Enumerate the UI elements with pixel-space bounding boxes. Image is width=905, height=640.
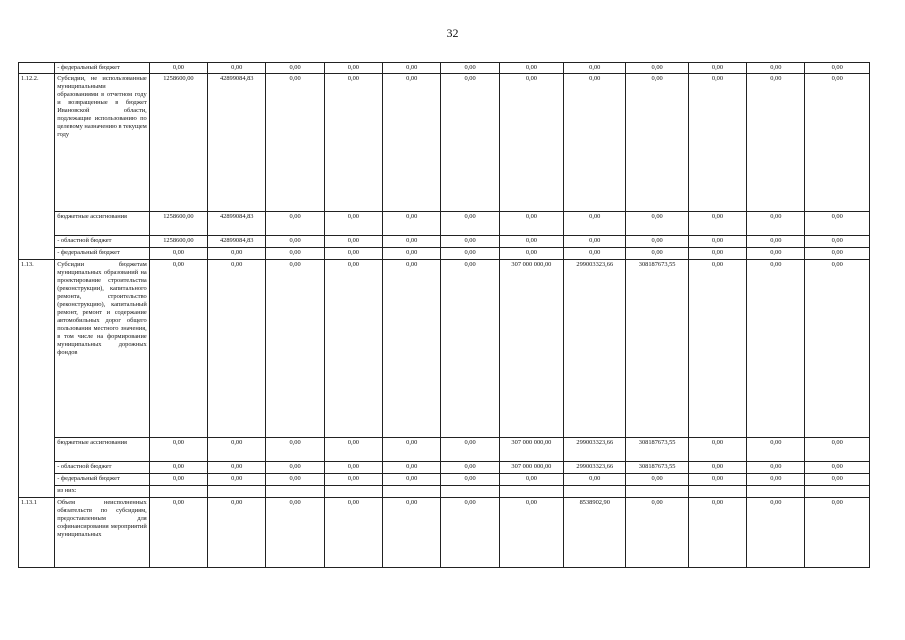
value-cell: 308187673,55 [626,438,688,462]
value-cell: 0,00 [266,248,324,260]
value-cell: 0,00 [208,63,266,74]
row-label: - федеральный бюджет [55,248,150,260]
table-row [19,212,870,236]
value-cell: 0,00 [383,438,441,462]
value-cell: 0,00 [499,236,563,248]
value-cell [441,486,499,498]
value-cell: 0,00 [499,248,563,260]
value-cell: 0,00 [499,74,563,212]
row-code: 1.13.1 [19,498,55,568]
value-cell: 0,00 [208,474,266,486]
value-cell: 0,00 [383,498,441,568]
value-cell: 0,00 [324,462,382,474]
value-cell: 0,00 [441,248,499,260]
value-cell: 0,00 [688,474,746,486]
value-cell: 0,00 [805,438,870,462]
value-cell: 0,00 [564,212,626,236]
value-cell: 0,00 [499,63,563,74]
value-cell: 0,00 [383,462,441,474]
value-cell: 0,00 [564,63,626,74]
value-cell: 42899084,83 [208,74,266,212]
value-cell: 0,00 [626,498,688,568]
table-row [19,260,870,438]
value-cell: 1258600,00 [149,236,207,248]
value-cell: 0,00 [747,260,805,438]
value-cell: 0,00 [688,498,746,568]
value-cell: 0,00 [805,74,870,212]
value-cell: 308187673,55 [626,260,688,438]
value-cell: 42899084,83 [208,212,266,236]
row-label: бюджетные ассигнования [55,438,150,462]
value-cell: 0,00 [564,474,626,486]
value-cell: 0,00 [266,438,324,462]
value-cell: 0,00 [805,212,870,236]
value-cell: 0,00 [441,236,499,248]
row-code [19,63,55,74]
value-cell: 0,00 [499,498,563,568]
value-cell: 0,00 [688,63,746,74]
value-cell: 0,00 [805,498,870,568]
value-cell [747,486,805,498]
value-cell: 0,00 [688,236,746,248]
value-cell: 0,00 [688,462,746,474]
value-cell: 0,00 [383,260,441,438]
value-cell: 0,00 [626,63,688,74]
row-label: - областной бюджет [55,236,150,248]
value-cell: 0,00 [383,236,441,248]
value-cell: 0,00 [688,212,746,236]
value-cell: 0,00 [805,474,870,486]
value-cell: 0,00 [564,248,626,260]
budget-table [18,62,870,568]
value-cell [208,486,266,498]
value-cell: 0,00 [747,212,805,236]
value-cell [564,486,626,498]
row-description: Объем неисполненных обязательств по субсидиям, предоставленным для софинансирования мероприятий муниципальных [55,498,150,568]
value-cell: 0,00 [383,212,441,236]
value-cell [688,486,746,498]
value-cell: 307 000 000,00 [499,438,563,462]
table-row [19,248,870,260]
value-cell: 299003323,66 [564,260,626,438]
value-cell: 0,00 [747,248,805,260]
value-cell [383,486,441,498]
value-cell: 0,00 [266,74,324,212]
value-cell [499,486,563,498]
value-cell: 307 000 000,00 [499,462,563,474]
row-label: - федеральный бюджет [55,63,150,74]
value-cell [266,486,324,498]
row-description: Субсидии, не использованные муниципальными образованиями в отчетном году и возвращенные в бюджет Ивановской области, подлежащие использованию по целевому назначению в текущем году [55,74,150,212]
value-cell: 0,00 [383,63,441,74]
value-cell: 0,00 [626,74,688,212]
value-cell: 0,00 [266,236,324,248]
table-row [19,486,870,498]
value-cell: 0,00 [441,63,499,74]
value-cell: 0,00 [688,260,746,438]
value-cell: 0,00 [805,63,870,74]
value-cell: 0,00 [208,498,266,568]
value-cell: 0,00 [441,74,499,212]
value-cell: 307 000 000,00 [499,260,563,438]
table-row [19,474,870,486]
value-cell: 0,00 [208,260,266,438]
value-cell: 0,00 [805,260,870,438]
row-label: бюджетные ассигнования [55,212,150,236]
table-row [19,236,870,248]
row-description: Субсидии бюджетам муниципальных образований на проектирование строительства (реконструкции), капитального ремонта, строительство (реконструкцию), капитальный ремонт, ремонт и содержание автомобильных дорог общего пользования местного значения, в том числе на формирование муниципальных дорожных фондов [55,260,150,438]
row-code: 1.12.2. [19,74,55,260]
value-cell: 308187673,55 [626,462,688,474]
value-cell: 0,00 [266,462,324,474]
value-cell [149,486,207,498]
value-cell: 0,00 [626,248,688,260]
value-cell: 8538902,90 [564,498,626,568]
table-row [19,462,870,474]
table-row [19,498,870,568]
value-cell: 0,00 [626,212,688,236]
table-row [19,63,870,74]
value-cell: 0,00 [805,462,870,474]
value-cell: 0,00 [324,74,382,212]
page-number: 32 [446,26,459,40]
value-cell: 0,00 [324,236,382,248]
value-cell: 0,00 [324,498,382,568]
value-cell: 0,00 [324,474,382,486]
value-cell: 42899084,83 [208,236,266,248]
value-cell: 0,00 [747,236,805,248]
value-cell: 0,00 [383,74,441,212]
value-cell: 1258600,00 [149,212,207,236]
value-cell: 0,00 [208,462,266,474]
value-cell: 0,00 [149,498,207,568]
value-cell [626,486,688,498]
value-cell: 0,00 [383,248,441,260]
value-cell: 0,00 [499,212,563,236]
value-cell: 0,00 [441,474,499,486]
value-cell: 299003323,66 [564,438,626,462]
value-cell: 0,00 [747,74,805,212]
value-cell: 0,00 [805,236,870,248]
value-cell: 0,00 [266,498,324,568]
value-cell: 0,00 [441,462,499,474]
value-cell: 0,00 [149,260,207,438]
table-row [19,438,870,462]
value-cell: 0,00 [149,63,207,74]
value-cell: 0,00 [441,498,499,568]
value-cell: 299003323,66 [564,462,626,474]
value-cell: 0,00 [266,63,324,74]
value-cell: 0,00 [383,474,441,486]
value-cell: 0,00 [626,474,688,486]
value-cell: 0,00 [441,212,499,236]
value-cell: 0,00 [747,462,805,474]
value-cell: 0,00 [324,248,382,260]
value-cell: 0,00 [626,236,688,248]
value-cell: 0,00 [441,260,499,438]
value-cell [324,486,382,498]
value-cell: 0,00 [208,248,266,260]
value-cell: 0,00 [499,474,563,486]
value-cell: 0,00 [805,248,870,260]
value-cell: 0,00 [149,462,207,474]
value-cell: 0,00 [266,212,324,236]
value-cell: 0,00 [208,438,266,462]
row-label: из них: [55,486,150,498]
value-cell: 0,00 [324,260,382,438]
value-cell: 1258600,00 [149,74,207,212]
value-cell: 0,00 [564,74,626,212]
value-cell: 0,00 [747,438,805,462]
value-cell: 0,00 [747,63,805,74]
value-cell: 0,00 [747,498,805,568]
value-cell: 0,00 [266,260,324,438]
value-cell: 0,00 [266,474,324,486]
value-cell: 0,00 [747,474,805,486]
value-cell: 0,00 [441,438,499,462]
row-label: - федеральный бюджет [55,474,150,486]
value-cell: 0,00 [564,236,626,248]
value-cell: 0,00 [324,212,382,236]
value-cell: 0,00 [324,63,382,74]
value-cell [805,486,870,498]
value-cell: 0,00 [688,248,746,260]
value-cell: 0,00 [149,248,207,260]
value-cell: 0,00 [688,438,746,462]
value-cell: 0,00 [149,474,207,486]
value-cell: 0,00 [324,438,382,462]
row-code: 1.13. [19,260,55,498]
value-cell: 0,00 [688,74,746,212]
table-row [19,74,870,212]
value-cell: 0,00 [149,438,207,462]
row-label: - областной бюджет [55,462,150,474]
